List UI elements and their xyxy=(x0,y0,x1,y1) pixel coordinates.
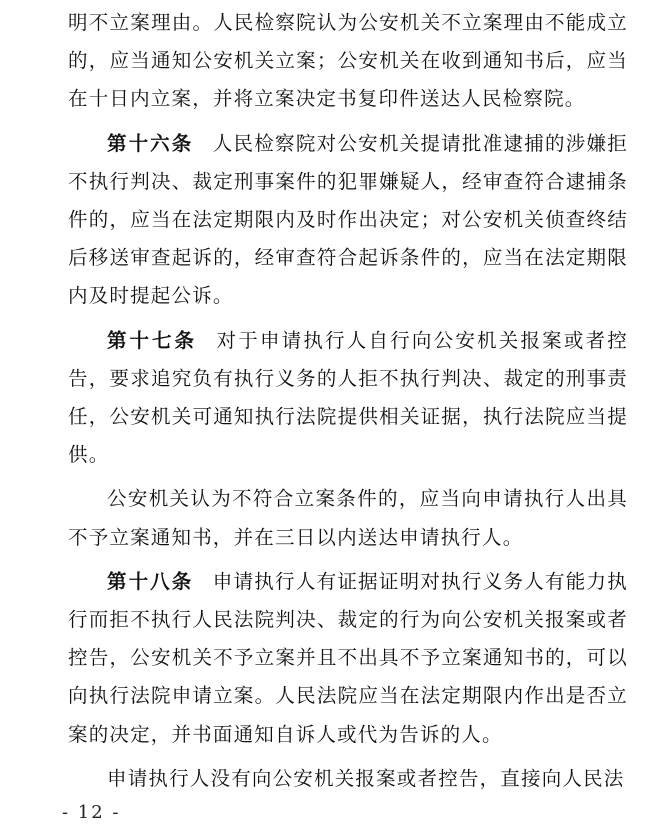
article-17-paragraph xyxy=(68,322,628,475)
paragraph-text: 明不立案理由。人民检察院认为公安机关不立案理由不能成立的，应当通知公安机关立案；公安机关在收到通知书后，应当在十日内立案，并将立案决定书复印件送达人民检察院。 xyxy=(68,11,628,111)
paragraph-text: 对于申请执行人自行向公安机关报案或者控告，要求追究负有执行义务的人拒不执行判决、裁定的刑事责任，公安机关可通知执行法院提供相关证据，执行法院应当提供。 xyxy=(68,328,628,467)
paragraph-text: 申请执行人没有向公安机关报案或者控告，直接向人民法 xyxy=(107,766,625,790)
article-17-second-paragraph xyxy=(68,480,628,556)
document-body xyxy=(68,4,628,798)
paragraph-continuation xyxy=(68,4,628,119)
article-number: 第十七条 xyxy=(107,328,198,352)
article-number: 第十八条 xyxy=(107,569,194,593)
article-number: 第十六条 xyxy=(107,131,194,155)
article-18-second-paragraph xyxy=(68,760,628,798)
paragraph-text: 人民检察院对公安机关提请批准逮捕的涉嫌拒不执行判决、裁定刑事案件的犯罪嫌疑人，经审查符合逮捕条件的，应当在法定期限内及时作出决定；对公安机关侦查终结后移送审查起诉的，经审查符合起诉条件的，应当在法定期限内及时提起公诉。 xyxy=(68,131,628,308)
page-number: - 12 - xyxy=(62,802,121,823)
paragraph-text: 申请执行人有证据证明对执行义务人有能力执行而拒不执行人民法院判决、裁定的行为向公安机关报案或者控告，公安机关不予立案并且不出具不予立案通知书的，可以向执行法院申请立案。人民法院应当在法定期限内作出是否立案的决定，并书面通知自诉人或代为告诉的人。 xyxy=(68,569,628,746)
paragraph-text: 公安机关认为不符合立案条件的，应当向申请执行人出具不予立案通知书，并在三日以内送达申请执行人。 xyxy=(68,487,628,549)
article-16-paragraph xyxy=(68,125,628,316)
article-18-paragraph xyxy=(68,563,628,754)
